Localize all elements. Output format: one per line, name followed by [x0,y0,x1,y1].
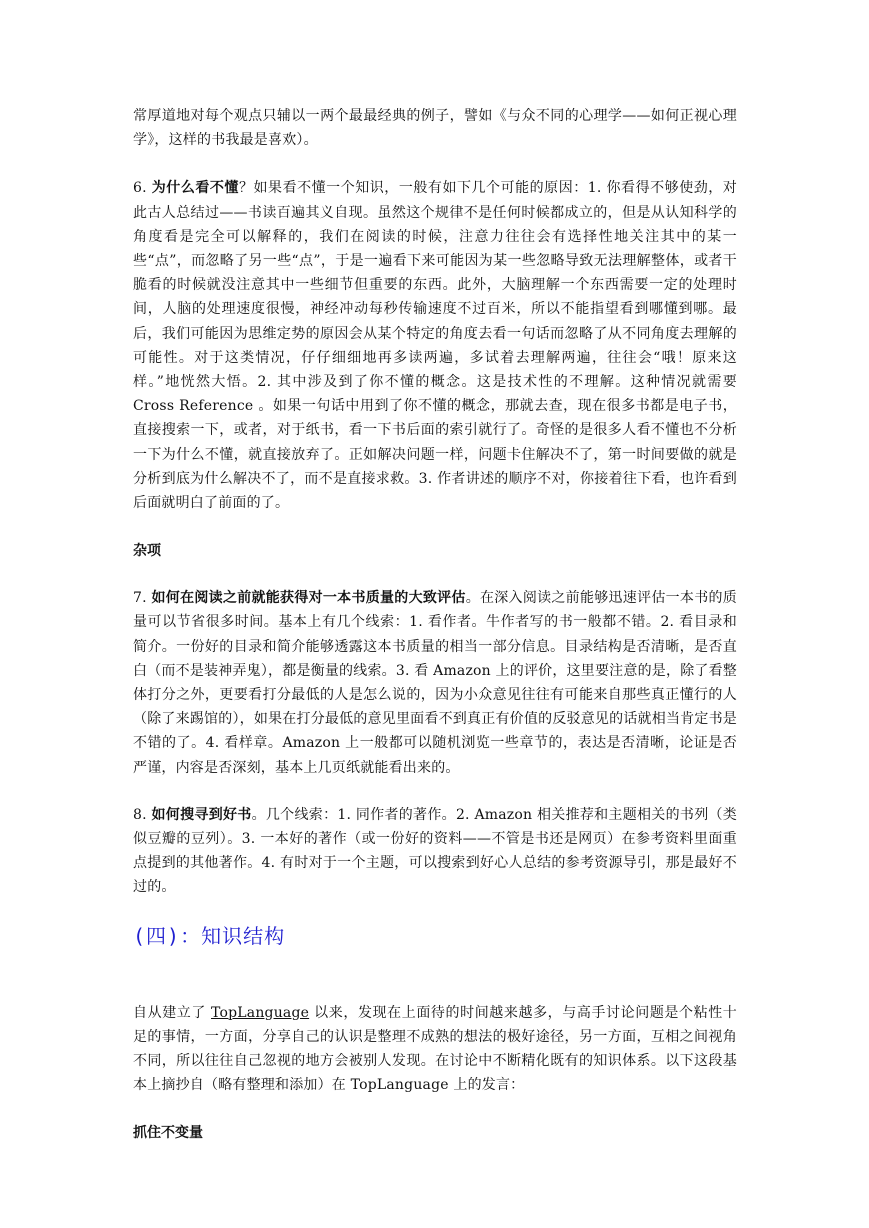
grasp-invariant-heading: 抓住不变量 [133,1124,203,1141]
section-heading: (四)：知识结构 [133,923,286,948]
toplanguage-link[interactable]: TopLanguage [211,1004,310,1021]
item-number: 6. [133,180,152,197]
paragraph-text: 常厚道地对每个观点只辅以一两个最最经典的例子，譬如《与众不同的心理学——如何正视心理学》，这样的书我最是喜欢）。 [133,108,737,149]
paragraph-text: ？如果看不懂一个知识，一般有如下几个可能的原因：1. 你看得不够使劲，对此古人总结过——书读百遍其义自现。虽然这个规律不是任何时候都成立的，但是从认知科学的角度看是完全可以解释的，我们在阅读的时候，注意力往往会有选择性地关注其中的某一些“点”，而忽略了另一些“点”，于是一遍看下来可能因为某一些忽略导致无法理解整体，或者干脆看的时候就没注意其中一些细节但重要的东西。此外，大脑理解一个东西需要一定的处理时间，人脑的处理速度很慢，神经冲动每秒传输速度不过百米，所以不能指望看到哪懂到哪。最后，我们可能因为思维定势的原因会从某个特定的角度去看一句话而忽略了从不同角度去理解的可能性。对于这类情况，仔仔细细地再多读两遍，多试着去理解两遍，往往会“哦！原来这样。”地恍然大悟。2. 其中涉及到了你不懂的概念。这是技术性的不理解。这种情况就需要 Cross Reference 。如果一句话中用到了你不懂的概念，那就去查，现在很多书都是电子书，直接搜索一下，或者，对于纸书，看一下书后面的索引就行了。奇怪的是很多人看不懂也不分析一下为什么不懂，就直接放弃了。正如解决问题一样，问题卡住解决不了，第一时间要做的就是分析到底为什么解决不了，而不是直接求救。3. 作者讲述的顺序不对，你接着往下看，也许看到后面就明白了前面的了。 [133,180,737,512]
item-lead: 如何在阅读之前就能获得对一本书质量的大致评估 [151,590,466,607]
paragraph-7 [133,586,737,780]
item-number: 7. [133,590,152,607]
paragraph-6 [133,176,737,515]
paragraph-text-after: 以来，发现在上面待的时间越来越多，与高手讨论问题是个粘性十足的事情，一方面，分享自己的认识是整理不成熟的想法的极好途径，另一方面，互相之间视角不同，所以往往自己忽视的地方会被别人发现。在讨论中不断精化既有的知识体系。以下这段基本上摘抄自（略有整理和添加）在 TopLanguage 上的发言： [133,1004,738,1094]
misc-heading: 杂项 [133,543,161,560]
paragraph-text-before: 自从建立了 [133,1004,212,1021]
paragraph-8 [133,803,737,900]
paragraph-text: 。几个线索：1. 同作者的著作。2. Amazon 相关推荐和主题相关的书列（类似豆瓣的豆列）。3. 一本好的著作（或一份好的资料——不管是书还是网页）在参考资料里面重点提到的其他著作。4. 有时对于一个主题，可以搜索到好心人总结的参考资源导引，那是最好不过的。 [133,806,737,896]
item-number: 8. [133,806,152,823]
document-body [133,104,737,1145]
item-lead: 为什么看不懂 [151,180,239,197]
paragraph-text: 。在深入阅读之前能够迅速评估一本书的质量可以节省很多时间。基本上有几个线索：1. 看作者。牛作者写的书一般都不错。2. 看目录和简介。一份好的目录和简介能够透露这本书质量的相当一部分信息。目录结构是否清晰，是否直白（而不是装神弄鬼），都是衡量的线索。3. 看 Amazon 上的评价，这里要注意的是，除了看整体打分之外，更要看打分最低的人是怎么说的，因为小众意见往往有可能来自那些真正懂行的人（除了来踢馆的），如果在打分最低的意见里面看不到真正有价值的反驳意见的话就相当肯定书是不错的了。4. 看样章。Amazon 上一般都可以随机浏览一些章节的，表达是否清晰，论证是否严谨，内容是否深刻，基本上几页纸就能看出来的。 [133,590,737,776]
paragraph-continued [133,104,737,152]
item-lead: 如何搜寻到好书 [151,806,252,823]
paragraph-9 [133,1001,737,1098]
